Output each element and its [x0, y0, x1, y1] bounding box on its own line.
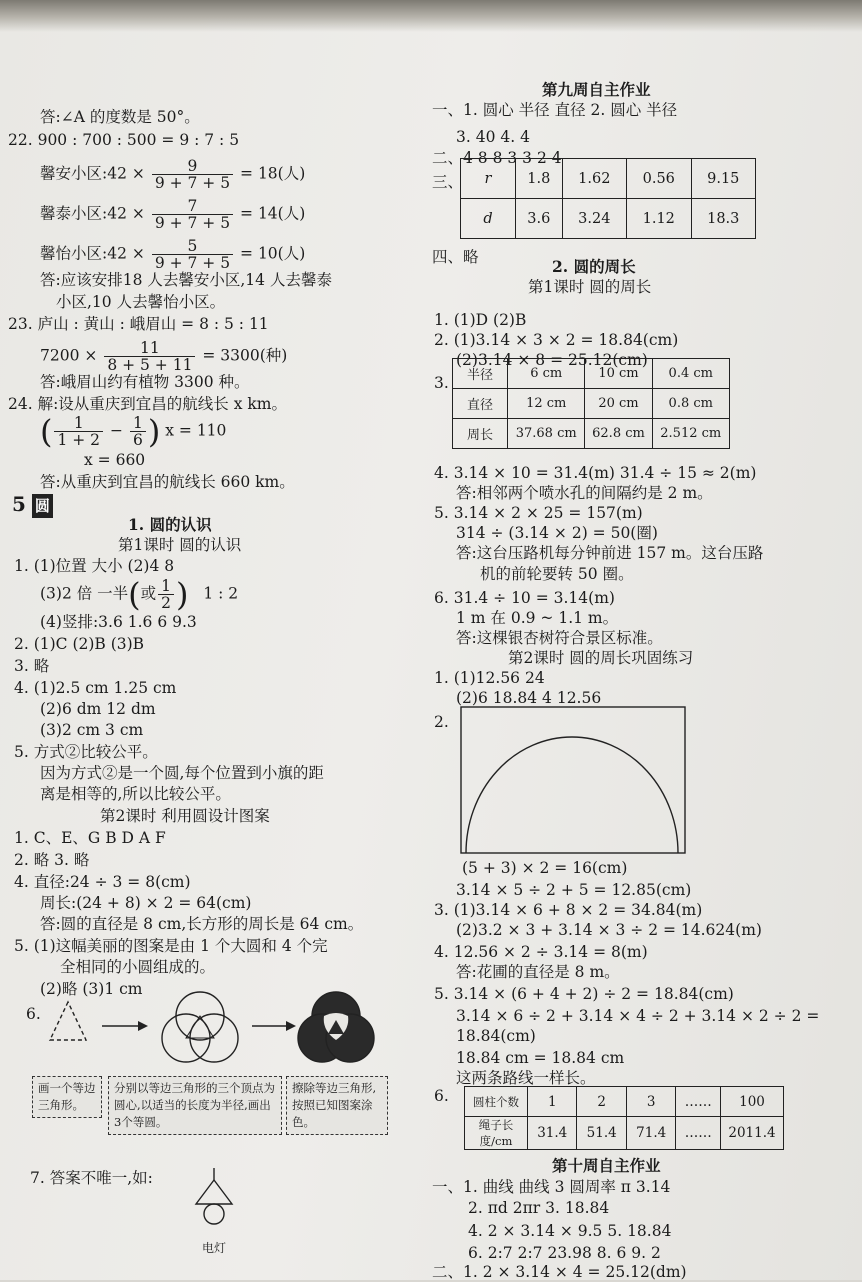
table-cell: 0.56 — [627, 159, 691, 199]
right-text-line: 4. 12.56 × 2 ÷ 3.14 = 8(m) — [434, 943, 648, 961]
right-text-line: 6. — [434, 1087, 449, 1105]
fraction: $\frac{7}{9 + 7 + 5}$ — [152, 198, 233, 231]
left-text-line: 3. 略 — [14, 657, 50, 675]
right-text-line: 6. 31.4 ÷ 10 = 3.14(m) — [434, 589, 615, 607]
left-text-line: 2. 略 3. 略 — [14, 851, 90, 869]
table-row-label: 周长 — [453, 419, 508, 449]
top-edge-shadow — [0, 0, 862, 32]
left-text-line: 7. 答案不唯一,如: — [30, 1169, 153, 1187]
table-cell: …… — [676, 1087, 721, 1117]
right-text-line: 二、1. 2 × 3.14 × 4 = 25.12(dm) — [432, 1263, 687, 1281]
right-text-line: 答:这棵银杏树符合景区标准。 — [456, 629, 663, 647]
circumference-table — [452, 358, 730, 449]
fraction: $\frac{9}{9 + 7 + 5}$ — [152, 158, 233, 191]
semicircle-arc — [466, 737, 678, 853]
table-cell: 12 cm — [508, 389, 585, 419]
right-text-line: 三、 — [432, 173, 464, 191]
right-text-line: 1 m 在 0.9 ~ 1.1 m。 — [456, 609, 619, 627]
left-text-line: (4)竖排:3.6 1.6 6 9.3 — [40, 613, 197, 631]
radius-diameter-table — [460, 158, 756, 239]
left-text-line: 答:圆的直径是 8 cm,长方形的周长是 64 cm。 — [40, 915, 364, 933]
left-text-line: (2)略 (3)1 cm — [40, 980, 143, 998]
table-row-label: r — [461, 159, 516, 199]
left-text-line: 周长:(24 + 8) × 2 = 64(cm) — [40, 894, 252, 912]
right-text-line: 答:这台压路机每分钟前进 157 m。这台压路 — [456, 544, 764, 562]
table-cell: 71.4 — [626, 1117, 675, 1150]
left-text-line: x = 660 — [84, 451, 146, 469]
right-text-line: 答:相邻两个喷水孔的间隔约是 2 m。 — [456, 484, 713, 502]
table-row-label: d — [461, 199, 516, 239]
table-cell: 20 cm — [585, 389, 652, 419]
lamp-figure — [186, 1168, 246, 1234]
table-cell: 0.4 cm — [652, 359, 729, 389]
right-text-line: 2. (1)3.14 × 3 × 2 = 18.84(cm) — [434, 331, 679, 349]
left-text-line: 全相同的小圆组成的。 — [60, 958, 216, 976]
table-cell: 2011.4 — [721, 1117, 784, 1150]
table-cell: 3 — [626, 1087, 675, 1117]
right-text-line: 2. — [434, 713, 449, 731]
table-cell: 100 — [721, 1087, 784, 1117]
left-text-line: 2. (1)C (2)B (3)B — [14, 635, 145, 653]
answer-line-xinan: 馨安小区:42 × $\frac{9}{9 + 7 + 5}$ = 18(人) — [40, 157, 306, 192]
left-text-line: 1. (1)位置 大小 (2)4 8 — [14, 557, 175, 575]
table-cell: 1.8 — [516, 159, 563, 199]
right-text-line: 一、1. 圆心 半径 直径 2. 圆心 半径 — [432, 101, 678, 119]
left-text-line: 1. C、E、G B D A F — [14, 829, 166, 847]
left-text-line: 答:从重庆到宜昌的航线长 660 km。 — [40, 473, 295, 491]
answer-line-xinyi: 馨怡小区:42 × $\frac{5}{9 + 7 + 5}$ = 10(人) — [40, 237, 306, 272]
right-text-line: (5 + 3) × 2 = 16(cm) — [462, 859, 628, 877]
left-text-line: 小区,10 人去馨怡小区。 — [56, 293, 226, 311]
table-cell: 31.4 — [528, 1117, 577, 1150]
design-steps-figure — [40, 990, 380, 1070]
right-text-line: 第2课时 圆的周长巩固练习 — [508, 649, 694, 667]
answer-half: (3)2 倍 一半(或 $\frac{1}{2}$ ) 1 : 2 — [40, 575, 239, 614]
table-row-label: 直径 — [453, 389, 508, 419]
left-text-line: 24. 解:设从重庆到宜昌的航线长 x km。 — [8, 395, 287, 413]
table-cell: 10 cm — [585, 359, 652, 389]
lamp-label: 电灯 — [202, 1241, 227, 1255]
left-text-line: 第2课时 利用圆设计图案 — [100, 807, 270, 825]
fraction: $\frac{5}{9 + 7 + 5}$ — [152, 238, 233, 271]
left-text-line: (2)6 dm 12 dm — [40, 700, 156, 718]
table-row-label: 圆柱个数 — [465, 1087, 528, 1117]
table-cell: 37.68 cm — [508, 419, 585, 449]
right-text-line: 4. 3.14 × 10 = 31.4(m) 31.4 ÷ 15 ≈ 2(m) — [434, 464, 757, 482]
right-text-line: 18.84(cm) — [456, 1027, 536, 1045]
semicircle-figure — [460, 706, 688, 856]
left-text-line: 1. 圆的认识 — [128, 515, 212, 534]
right-text-line: 一、1. 曲线 曲线 3 圆周率 π 3.14 — [432, 1178, 671, 1196]
table-cell: 0.8 cm — [652, 389, 729, 419]
table-row-label: 半径 — [453, 359, 508, 389]
right-text-line: 314 ÷ (3.14 × 2) = 50(圈) — [456, 524, 658, 542]
right-text-line: 第十周自主作业 — [552, 1156, 661, 1175]
right-text-line: 机的前轮要转 50 圈。 — [480, 565, 634, 583]
left-text-line: 5. (1)这幅美丽的图案是由 1 个大圆和 4 个完 — [14, 937, 328, 955]
right-text-line: 答:花圃的直径是 8 m。 — [456, 963, 620, 981]
left-text-line: 答:∠A 的度数是 50°。 — [40, 108, 200, 126]
left-text-line: (3)2 cm 3 cm — [40, 721, 144, 739]
right-text-line: 5. 3.14 × (6 + 4 + 2) ÷ 2 = 18.84(cm) — [434, 985, 734, 1003]
table-cell: 9.15 — [691, 159, 755, 199]
right-text-line: 1. (1)D (2)B — [434, 311, 527, 329]
table-cell: 6 cm — [508, 359, 585, 389]
arrow-head-2 — [286, 1021, 296, 1031]
answer-line-xintai: 馨泰小区:42 × $\frac{7}{9 + 7 + 5}$ = 14(人) — [40, 197, 306, 232]
left-text-line: 第1课时 圆的认识 — [118, 536, 242, 554]
fraction: $\frac{11}{8 + 5 + 11}$ — [104, 340, 195, 373]
right-text-line: (2)6 18.84 4 12.56 — [456, 689, 602, 707]
right-text-line: 3. — [434, 374, 449, 392]
right-text-line: 1. (1)12.56 24 — [434, 669, 545, 687]
left-text-line: 6. — [26, 1005, 41, 1023]
note-step-2: 分别以等边三角形的三个顶点为圆心,以适当的长度为半径,画出3个等圆。 — [108, 1076, 282, 1135]
equation-24: ( $\frac{1}{1 + 2}$ − $\frac{1}{6}$ ) x = 110 — [40, 412, 227, 451]
table-cell: 1.12 — [627, 199, 691, 239]
table-cell: 3.6 — [516, 199, 563, 239]
table-cell: 2 — [577, 1087, 626, 1117]
left-text-line: 22. 900 : 700 : 500 = 9 : 7 : 5 — [8, 131, 240, 149]
left-text-line: 4. (1)2.5 cm 1.25 cm — [14, 679, 177, 697]
right-text-line: 3.14 × 5 ÷ 2 + 5 = 12.85(cm) — [456, 881, 692, 899]
right-text-line: (2)3.14 × 8 = 25.12(cm) — [456, 351, 648, 369]
note-step-1: 画一个等边三角形。 — [32, 1076, 102, 1118]
dashed-triangle — [50, 1002, 86, 1040]
left-text-line: 离是相等的,所以比较公平。 — [40, 785, 231, 803]
right-text-line: 2. 圆的周长 — [552, 257, 636, 276]
table-cell: 18.3 — [691, 199, 755, 239]
rope-length-table — [464, 1086, 784, 1150]
right-text-line: 2. πd 2πr 3. 18.84 — [468, 1199, 610, 1217]
table-cell: 1.62 — [562, 159, 626, 199]
table-cell: 2.512 cm — [652, 419, 729, 449]
arrow-head — [138, 1021, 148, 1031]
left-text-line: 23. 庐山 : 黄山 : 峨眉山 = 8 : 5 : 11 — [8, 315, 269, 333]
right-text-line: 5. 3.14 × 2 × 25 = 157(m) — [434, 504, 643, 522]
section-heading: 5 圆 — [12, 492, 53, 518]
left-text-line: 5. 方式②比较公平。 — [14, 743, 158, 761]
right-text-line: 第1课时 圆的周长 — [528, 278, 652, 296]
right-text-line: 四、略 — [432, 248, 479, 266]
table-cell: 3.24 — [562, 199, 626, 239]
left-text-line: 4. 直径:24 ÷ 3 = 8(cm) — [14, 873, 191, 891]
left-text-line: 因为方式②是一个圆,每个位置到小旗的距 — [40, 764, 324, 782]
right-text-line: 3. (1)3.14 × 6 + 8 × 2 = 34.84(m) — [434, 901, 703, 919]
left-text-line: 答:应该安排18 人去馨安小区,14 人去馨泰 — [40, 271, 332, 289]
table-cell: 51.4 — [577, 1117, 626, 1150]
right-text-line: 6. 2:7 2:7 23.98 8. 6 9. 2 — [468, 1244, 661, 1262]
table-row-label: 绳子长度/cm — [465, 1117, 528, 1150]
right-text-line: 4. 2 × 3.14 × 9.5 5. 18.84 — [468, 1222, 672, 1240]
right-text-line: 这两条路线一样长。 — [456, 1069, 596, 1087]
table-cell: 62.8 cm — [585, 419, 652, 449]
right-text-line: 二、4 8 8 3 3 2 4 — [432, 149, 562, 167]
right-text-line: 18.84 cm = 18.84 cm — [456, 1049, 625, 1067]
rectangle-outline — [461, 707, 685, 853]
note-step-3: 擦除等边三角形,按照已知图案涂色。 — [286, 1076, 388, 1135]
right-text-line: 第九周自主作业 — [542, 80, 651, 99]
left-text-line: 答:峨眉山约有植物 3300 种。 — [40, 373, 250, 391]
right-text-line: 3. 40 4. 4 — [456, 128, 530, 146]
right-text-line: 3.14 × 6 ÷ 2 + 3.14 × 4 ÷ 2 + 3.14 × 2 ÷ 2 = — [456, 1007, 820, 1025]
table-cell: 1 — [528, 1087, 577, 1117]
table-cell: …… — [676, 1117, 721, 1150]
answer-line-plants: 7200 × $\frac{11}{8 + 5 + 11}$ = 3300(种) — [40, 339, 288, 374]
right-text-line: (2)3.2 × 3 + 3.14 × 3 ÷ 2 = 14.624(m) — [456, 921, 762, 939]
